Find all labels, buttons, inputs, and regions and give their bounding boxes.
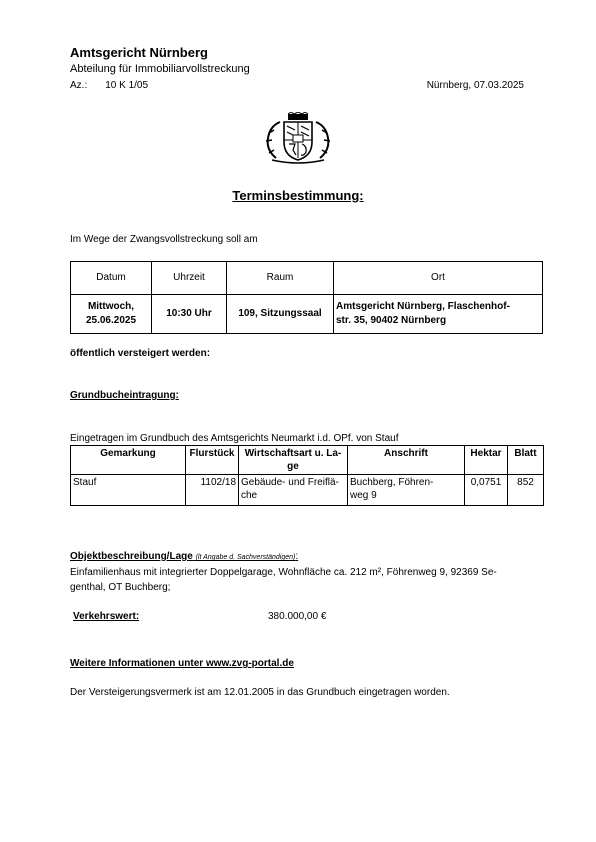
land-register-intro: Eingetragen im Grundbuch des Amtsgerichts Neumarkt i.d. OPf. von Stauf: [70, 433, 399, 444]
appointment-date: Mittwoch, 25.06.2025: [71, 295, 152, 334]
court-name: Amtsgericht Nürnberg: [70, 45, 208, 60]
object-description-note: (lt Angabe d. Sachverständigen): [195, 554, 296, 561]
header-ort: Ort: [334, 262, 543, 295]
market-value-label: Verkehrswert:: [73, 611, 140, 622]
appointment-table: [70, 261, 543, 334]
intro-text: Im Wege der Zwangsvollstreckung soll am: [70, 234, 258, 245]
land-register-row: [71, 475, 544, 506]
header-gemarkung: Gemarkung: [71, 446, 186, 475]
bavarian-coat-of-arms-seal: [262, 112, 334, 164]
cell-wirtschaftsart: Gebäude- und Freiflä- che: [239, 475, 348, 506]
appointment-place: Amtsgericht Nürnberg, Flaschenhof- str. 35, 90402 Nürnberg: [334, 295, 543, 334]
header-flurstueck: Flurstück: [186, 446, 239, 475]
object-description-text: Einfamilienhaus mit integrierter Doppelgarage, Wohnfläche ca. 212 m², Föhrenweg 9, 92369 Se- genthal, OT Buchberg;: [70, 567, 497, 593]
object-description-title: Objektbeschreibung/Lage (lt Angabe d. Sachverständigen):: [70, 551, 299, 562]
department: Abteilung für Immobiliarvollstreckung: [70, 63, 250, 75]
appointment-table-row: [71, 295, 543, 334]
register-note: Der Versteigerungsvermerk ist am 12.01.2005 in das Grundbuch eingetragen worden.: [70, 687, 450, 698]
cell-anschrift: Buchberg, Föhren- weg 9: [348, 475, 465, 506]
appointment-table-header: [71, 262, 543, 295]
cell-flurstueck: 1102/18: [186, 475, 239, 506]
more-info-link[interactable]: Weitere Informationen unter www.zvg-portal.de: [70, 658, 294, 669]
cell-gemarkung: Stauf: [71, 475, 186, 506]
auction-text: öffentlich versteigert werden:: [70, 348, 211, 359]
land-register-table-header: [71, 446, 544, 475]
market-value: 380.000,00 €: [268, 611, 327, 622]
header-uhrzeit: Uhrzeit: [152, 262, 227, 295]
header-hektar: Hektar: [465, 446, 508, 475]
page-title: Terminsbestimmung:: [232, 188, 364, 203]
appointment-time: 10:30 Uhr: [152, 295, 227, 334]
place-date: Nürnberg, 07.03.2025: [426, 80, 524, 91]
header-anschrift: Anschrift: [348, 446, 465, 475]
header-wirtschaftsart: Wirtschaftsart u. La- ge: [239, 446, 348, 475]
appointment-room: 109, Sitzungssaal: [227, 295, 334, 334]
cell-hektar: 0,0751: [465, 475, 508, 506]
case-reference: [70, 80, 148, 91]
land-register-table: [70, 445, 544, 506]
land-register-title: Grundbucheintragung:: [70, 390, 179, 401]
header-datum: Datum: [71, 262, 152, 295]
header-raum: Raum: [227, 262, 334, 295]
header-blatt: Blatt: [508, 446, 544, 475]
case-reference-number: 10 K 1/05: [105, 80, 149, 91]
case-reference-label: Az.:: [70, 80, 88, 91]
cell-blatt: 852: [508, 475, 544, 506]
